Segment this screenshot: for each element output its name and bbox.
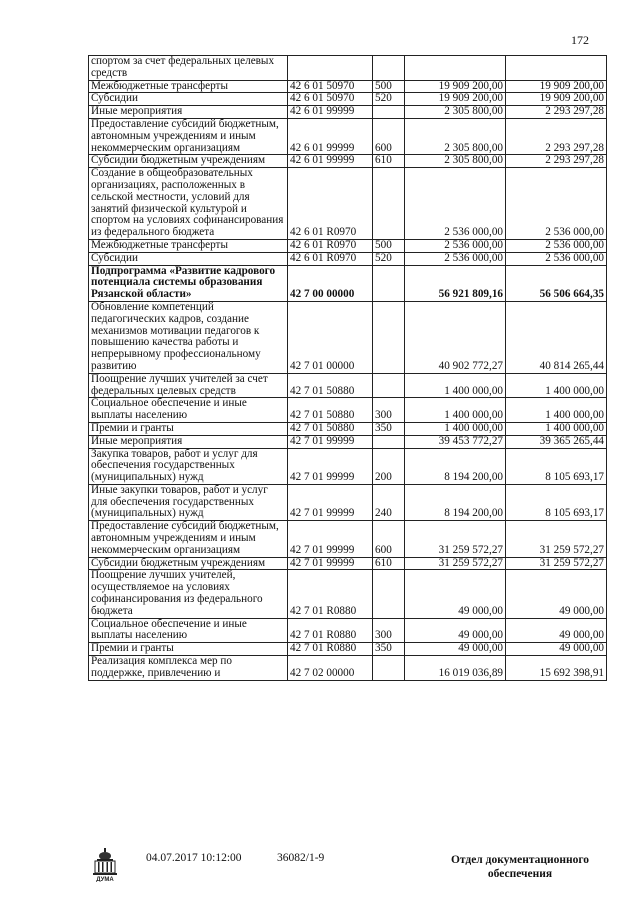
row-sum-fact: 2 293 297,28 <box>506 118 607 154</box>
row-expense-type: 600 <box>373 521 405 557</box>
row-sum-fact: 8 105 693,17 <box>506 448 607 484</box>
row-sum-fact: 49 000,00 <box>506 618 607 643</box>
row-code: 42 7 01 R0880 <box>288 570 373 618</box>
row-expense-type <box>373 56 405 81</box>
row-sum-plan: 19 909 200,00 <box>405 80 506 93</box>
page-number: 172 <box>571 33 589 47</box>
row-name: Межбюджетные трансферты <box>89 80 288 93</box>
row-sum-fact: 19 909 200,00 <box>506 80 607 93</box>
row-sum-fact: 19 909 200,00 <box>506 93 607 106</box>
row-sum-plan: 49 000,00 <box>405 643 506 656</box>
row-sum-plan: 31 259 572,27 <box>405 521 506 557</box>
table-row <box>89 118 607 154</box>
table-row <box>89 252 607 265</box>
row-name: Субсидии <box>89 252 288 265</box>
row-code: 42 6 01 50970 <box>288 93 373 106</box>
row-expense-type <box>373 301 405 373</box>
row-sum-plan: 2 305 800,00 <box>405 118 506 154</box>
table-row <box>89 239 607 252</box>
table-row <box>89 557 607 570</box>
row-sum-plan: 19 909 200,00 <box>405 93 506 106</box>
footer-org <box>440 853 600 881</box>
row-expense-type <box>373 265 405 301</box>
row-sum-plan: 2 536 000,00 <box>405 168 506 240</box>
row-expense-type: 610 <box>373 155 405 168</box>
table-row <box>89 56 607 81</box>
row-expense-type: 520 <box>373 252 405 265</box>
row-code: 42 6 01 99999 <box>288 155 373 168</box>
row-expense-type: 350 <box>373 643 405 656</box>
row-sum-fact: 2 536 000,00 <box>506 239 607 252</box>
row-expense-type <box>373 168 405 240</box>
row-sum-fact: 15 692 398,91 <box>506 656 607 681</box>
budget-table-body <box>89 56 607 681</box>
table-row <box>89 422 607 435</box>
row-expense-type: 520 <box>373 93 405 106</box>
row-sum-fact: 39 365 265,44 <box>506 435 607 448</box>
row-sum-plan: 40 902 772,27 <box>405 301 506 373</box>
row-code: 42 7 01 50880 <box>288 398 373 423</box>
row-sum-fact: 31 259 572,27 <box>506 557 607 570</box>
row-name: Закупка товаров, работ и услуг для обеспечения государственных (муниципальных) нужд <box>89 448 288 484</box>
row-name: спортом за счет федеральных целевых средств <box>89 56 288 81</box>
row-name: Иные мероприятия <box>89 435 288 448</box>
row-code: 42 6 01 R0970 <box>288 252 373 265</box>
row-expense-type: 350 <box>373 422 405 435</box>
row-sum-plan: 1 400 000,00 <box>405 422 506 435</box>
table-row <box>89 106 607 119</box>
row-name: Субсидии бюджетным учреждениям <box>89 557 288 570</box>
row-code: 42 7 01 99999 <box>288 521 373 557</box>
row-code: 42 6 01 99999 <box>288 106 373 119</box>
row-sum-fact: 2 293 297,28 <box>506 106 607 119</box>
table-row <box>89 448 607 484</box>
table-row <box>89 656 607 681</box>
row-name: Субсидии бюджетным учреждениям <box>89 155 288 168</box>
row-sum-plan: 39 453 772,27 <box>405 435 506 448</box>
row-sum-fact: 56 506 664,35 <box>506 265 607 301</box>
row-sum-fact: 1 400 000,00 <box>506 398 607 423</box>
row-sum-plan: 49 000,00 <box>405 618 506 643</box>
row-code: 42 7 01 R0880 <box>288 643 373 656</box>
table-row <box>89 155 607 168</box>
table-row <box>89 521 607 557</box>
row-expense-type: 610 <box>373 557 405 570</box>
row-expense-type: 300 <box>373 618 405 643</box>
row-name: Премии и гранты <box>89 422 288 435</box>
row-name: Подпрограмма «Развитие кадрового потенциала системы образования Рязанской области» <box>89 265 288 301</box>
row-expense-type: 240 <box>373 484 405 520</box>
table-row <box>89 435 607 448</box>
row-sum-fact: 2 536 000,00 <box>506 252 607 265</box>
row-sum-fact <box>506 56 607 81</box>
row-sum-plan: 31 259 572,27 <box>405 557 506 570</box>
row-sum-plan: 2 305 800,00 <box>405 155 506 168</box>
row-sum-plan: 8 194 200,00 <box>405 484 506 520</box>
row-code: 42 7 01 R0880 <box>288 618 373 643</box>
row-sum-fact: 40 814 265,44 <box>506 301 607 373</box>
table-row <box>89 301 607 373</box>
table-row <box>89 484 607 520</box>
row-expense-type <box>373 373 405 398</box>
row-code: 42 7 01 99999 <box>288 484 373 520</box>
row-expense-type <box>373 656 405 681</box>
row-code: 42 7 01 00000 <box>288 301 373 373</box>
row-sum-fact: 49 000,00 <box>506 570 607 618</box>
row-code: 42 6 01 99999 <box>288 118 373 154</box>
row-name: Поощрение лучших учителей, осуществляемое на условиях софинансирования из федерального бюджета <box>89 570 288 618</box>
row-expense-type <box>373 435 405 448</box>
row-code: 42 6 01 50970 <box>288 80 373 93</box>
row-sum-plan <box>405 56 506 81</box>
table-row <box>89 265 607 301</box>
footer-doc-number: 36082/1-9 <box>277 852 325 864</box>
row-name: Реализация комплекса мер по поддержке, привлечению и <box>89 656 288 681</box>
row-code: 42 6 01 R0970 <box>288 239 373 252</box>
row-code: 42 7 01 50880 <box>288 373 373 398</box>
row-name: Создание в общеобразовательных организациях, расположенных в сельской местности, условий для занятий физической культурой и спортом на условиях софинансирования из федерального бюджета <box>89 168 288 240</box>
row-sum-fact: 8 105 693,17 <box>506 484 607 520</box>
row-expense-type: 600 <box>373 118 405 154</box>
footer-org-line2: обеспечения <box>487 868 553 880</box>
row-sum-plan: 56 921 809,16 <box>405 265 506 301</box>
row-name: Иные мероприятия <box>89 106 288 119</box>
row-sum-plan: 1 400 000,00 <box>405 373 506 398</box>
row-name: Премии и гранты <box>89 643 288 656</box>
table-row <box>89 618 607 643</box>
row-name: Поощрение лучших учителей за счет федеральных целевых средств <box>89 373 288 398</box>
row-code: 42 7 01 99999 <box>288 435 373 448</box>
footer-org-line1: Отдел документационного <box>450 854 590 866</box>
row-sum-fact: 1 400 000,00 <box>506 422 607 435</box>
table-row <box>89 80 607 93</box>
row-code <box>288 56 373 81</box>
row-code: 42 7 01 99999 <box>288 557 373 570</box>
row-expense-type: 300 <box>373 398 405 423</box>
row-expense-type: 500 <box>373 239 405 252</box>
row-name: Социальное обеспечение и иные выплаты населению <box>89 618 288 643</box>
row-code: 42 7 02 00000 <box>288 656 373 681</box>
row-name: Предоставление субсидий бюджетным, автономным учреждениям и иным некоммерческим организациям <box>89 118 288 154</box>
row-code: 42 7 01 50880 <box>288 422 373 435</box>
row-name: Социальное обеспечение и иные выплаты населению <box>89 398 288 423</box>
row-sum-plan: 16 019 036,89 <box>405 656 506 681</box>
row-code: 42 7 01 99999 <box>288 448 373 484</box>
row-sum-fact: 1 400 000,00 <box>506 373 607 398</box>
row-code: 42 7 00 00000 <box>288 265 373 301</box>
row-name: Предоставление субсидий бюджетным, автономным учреждениям и иным некоммерческим организациям <box>89 521 288 557</box>
row-code: 42 6 01 R0970 <box>288 168 373 240</box>
budget-table <box>88 55 607 681</box>
table-row <box>89 398 607 423</box>
row-expense-type: 200 <box>373 448 405 484</box>
row-sum-plan: 2 536 000,00 <box>405 252 506 265</box>
row-sum-plan: 1 400 000,00 <box>405 398 506 423</box>
row-expense-type <box>373 106 405 119</box>
row-sum-plan: 2 536 000,00 <box>405 239 506 252</box>
table-row <box>89 373 607 398</box>
row-name: Иные закупки товаров, работ и услуг для обеспечения государственных (муниципальных) нужд <box>89 484 288 520</box>
row-sum-plan: 49 000,00 <box>405 570 506 618</box>
row-sum-fact: 31 259 572,27 <box>506 521 607 557</box>
row-sum-fact: 2 293 297,28 <box>506 155 607 168</box>
row-name: Межбюджетные трансферты <box>89 239 288 252</box>
row-sum-fact: 2 536 000,00 <box>506 168 607 240</box>
table-row <box>89 643 607 656</box>
table-row <box>89 93 607 106</box>
table-row <box>89 570 607 618</box>
footer-datetime: 04.07.2017 10:12:00 <box>146 852 242 864</box>
row-sum-fact: 49 000,00 <box>506 643 607 656</box>
row-sum-plan: 8 194 200,00 <box>405 448 506 484</box>
row-name: Обновление компетенций педагогических кадров, создание механизмов мотивации педагогов к повышению качества работы и непрерывному профессиональному развитию <box>89 301 288 373</box>
emblem-label: ДУМА <box>96 877 114 882</box>
table-row <box>89 168 607 240</box>
duma-emblem-icon <box>92 848 118 882</box>
row-expense-type: 500 <box>373 80 405 93</box>
row-expense-type <box>373 570 405 618</box>
row-name: Субсидии <box>89 93 288 106</box>
row-sum-plan: 2 305 800,00 <box>405 106 506 119</box>
